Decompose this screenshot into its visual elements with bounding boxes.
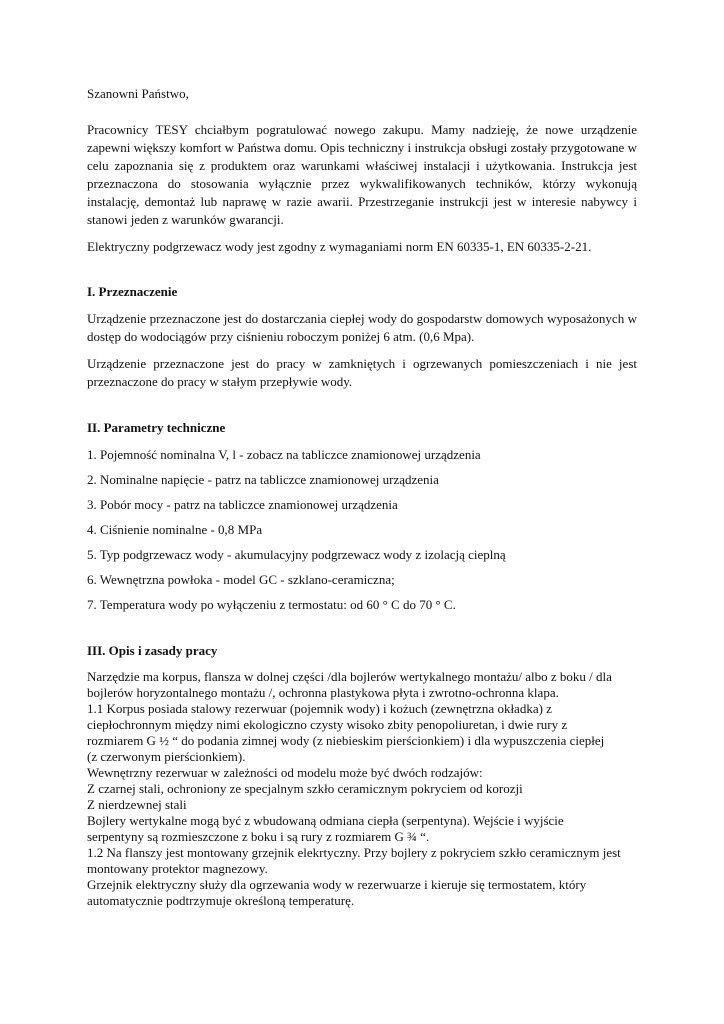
description-line: serpentyny są rozmieszczone z boku i są rury z rozmiarem G ¾ “. bbox=[87, 829, 430, 844]
parameter-item: 7. Temperatura wody po wyłączeniu z termostatu: od 60 ° C do 70 ° C. bbox=[87, 597, 456, 612]
description-line: rozmiarem G ½ “ do podania zimnej wody (z niebieskim pierścionkiem) i dla wypuszczenia ciepłej bbox=[87, 733, 605, 748]
description-line: Grzejnik elektryczny służy dla ogrzewania wody w rezerwuarze i kieruje się termostatem, który bbox=[87, 877, 587, 892]
description-line: Bojlery wertykalne mogą być z wbudowaną odmiana ciepła (serpentyna). Wejście i wyjście bbox=[87, 813, 564, 828]
parameter-item: 5. Typ podgrzewacz wody - akumulacyjny podgrzewacz wody z izolacją cieplną bbox=[87, 547, 506, 562]
description-line: Wewnętrzny rezerwuar w zależności od modelu może być dwóch rodzajów: bbox=[87, 765, 483, 780]
description-block bbox=[87, 669, 637, 909]
document-page bbox=[87, 84, 637, 909]
description-line: montowany protektor magnezowy. bbox=[87, 861, 268, 876]
section-heading-purpose: I. Przeznaczenie bbox=[87, 284, 178, 299]
description-line: Narzędzie ma korpus, flansza w dolnej części /dla bojlerów wertykalnego montażu/ albo z boku / dla bbox=[87, 669, 612, 684]
intro-paragraph: Pracownicy TESY chciałbym pogratulować nowego zakupu. Mamy nadzieję, że nowe urządzenie zapewni większy komfort w Państwa domu. Opis techniczny i instrukcja obsługi zostały przygotowane w celu zapoznania się z produktem oraz warunkami właściwej instalacji i użytkowania. Instrukcja jest przeznaczona do stosowania wyłącznie przez wykwalifikowanych techników, którzy wykonują instalację, demontaż lub naprawę w razie awarii. Przestrzeganie instrukcji jest w interesie nabywcy i stanowi jeden z warunków gwarancji. bbox=[87, 122, 637, 227]
parameter-item: 4. Ciśnienie nominalne - 0,8 MPa bbox=[87, 522, 263, 537]
description-line: Z nierdzewnej stali bbox=[87, 797, 187, 812]
section-heading-description: III. Opis i zasady pracy bbox=[87, 643, 218, 658]
parameter-item: 6. Wewnętrzna powłoka - model GC - szklano-ceramiczna; bbox=[87, 572, 395, 587]
parameter-item: 3. Pobór mocy - patrz na tabliczce znamionowej urządzenia bbox=[87, 497, 398, 512]
description-line: bojlerów horyzontalnego montażu /, ochronna plastykowa płyta i zwrotno-ochronna klapa. bbox=[87, 685, 559, 700]
description-line: automatycznie podtrzymuje określoną temperaturę. bbox=[87, 893, 355, 908]
section-heading-parameters: II. Parametry techniczne bbox=[87, 420, 226, 435]
parameter-item: 1. Pojemność nominalna V, l - zobacz na tabliczce znamionowej urządzenia bbox=[87, 447, 481, 462]
standards-paragraph: Elektryczny podgrzewacz wody jest zgodny z wymaganiami norm EN 60335-1, EN 60335-2-21. bbox=[87, 239, 592, 254]
greeting: Szanowni Państwo, bbox=[87, 86, 189, 101]
parameter-item: 2. Nominalne napięcie - patrz na tabliczce znamionowej urządzenia bbox=[87, 472, 439, 487]
description-line: 1.1 Korpus posiada stalowy rezerwuar (pojemnik wody) i kożuch (zewnętrzna okładka) z bbox=[87, 701, 552, 716]
description-line: ciepłochronnym między nimi ekologiczno czysty wisoko zbity penopoliuretan, i dwie rury z bbox=[87, 717, 568, 732]
purpose-paragraph-2: Urządzenie przeznaczone jest do pracy w zamkniętych i ogrzewanych pomieszczeniach i nie jest przeznaczone do pracy w stałym przepływie wody. bbox=[87, 356, 637, 389]
purpose-paragraph-1: Urządzenie przeznaczone jest do dostarczania ciepłej wody do gospodarstw domowych wyposażonych w dostęp do wodociągów przy ciśnieniu roboczym poniżej 6 atm. (0,6 Mpa). bbox=[87, 311, 637, 344]
description-line: Z czarnej stali, ochroniony ze specjalnym szkło ceramicznym pokryciem od korozji bbox=[87, 781, 523, 796]
description-line: (z czerwonym pierścionkiem). bbox=[87, 749, 246, 764]
description-line: 1.2 Na flanszy jest montowany grzejnik elekrtyczny. Przy bojlery z pokryciem szkło ceramicznym jest bbox=[87, 845, 621, 860]
parameters-list bbox=[87, 446, 637, 614]
